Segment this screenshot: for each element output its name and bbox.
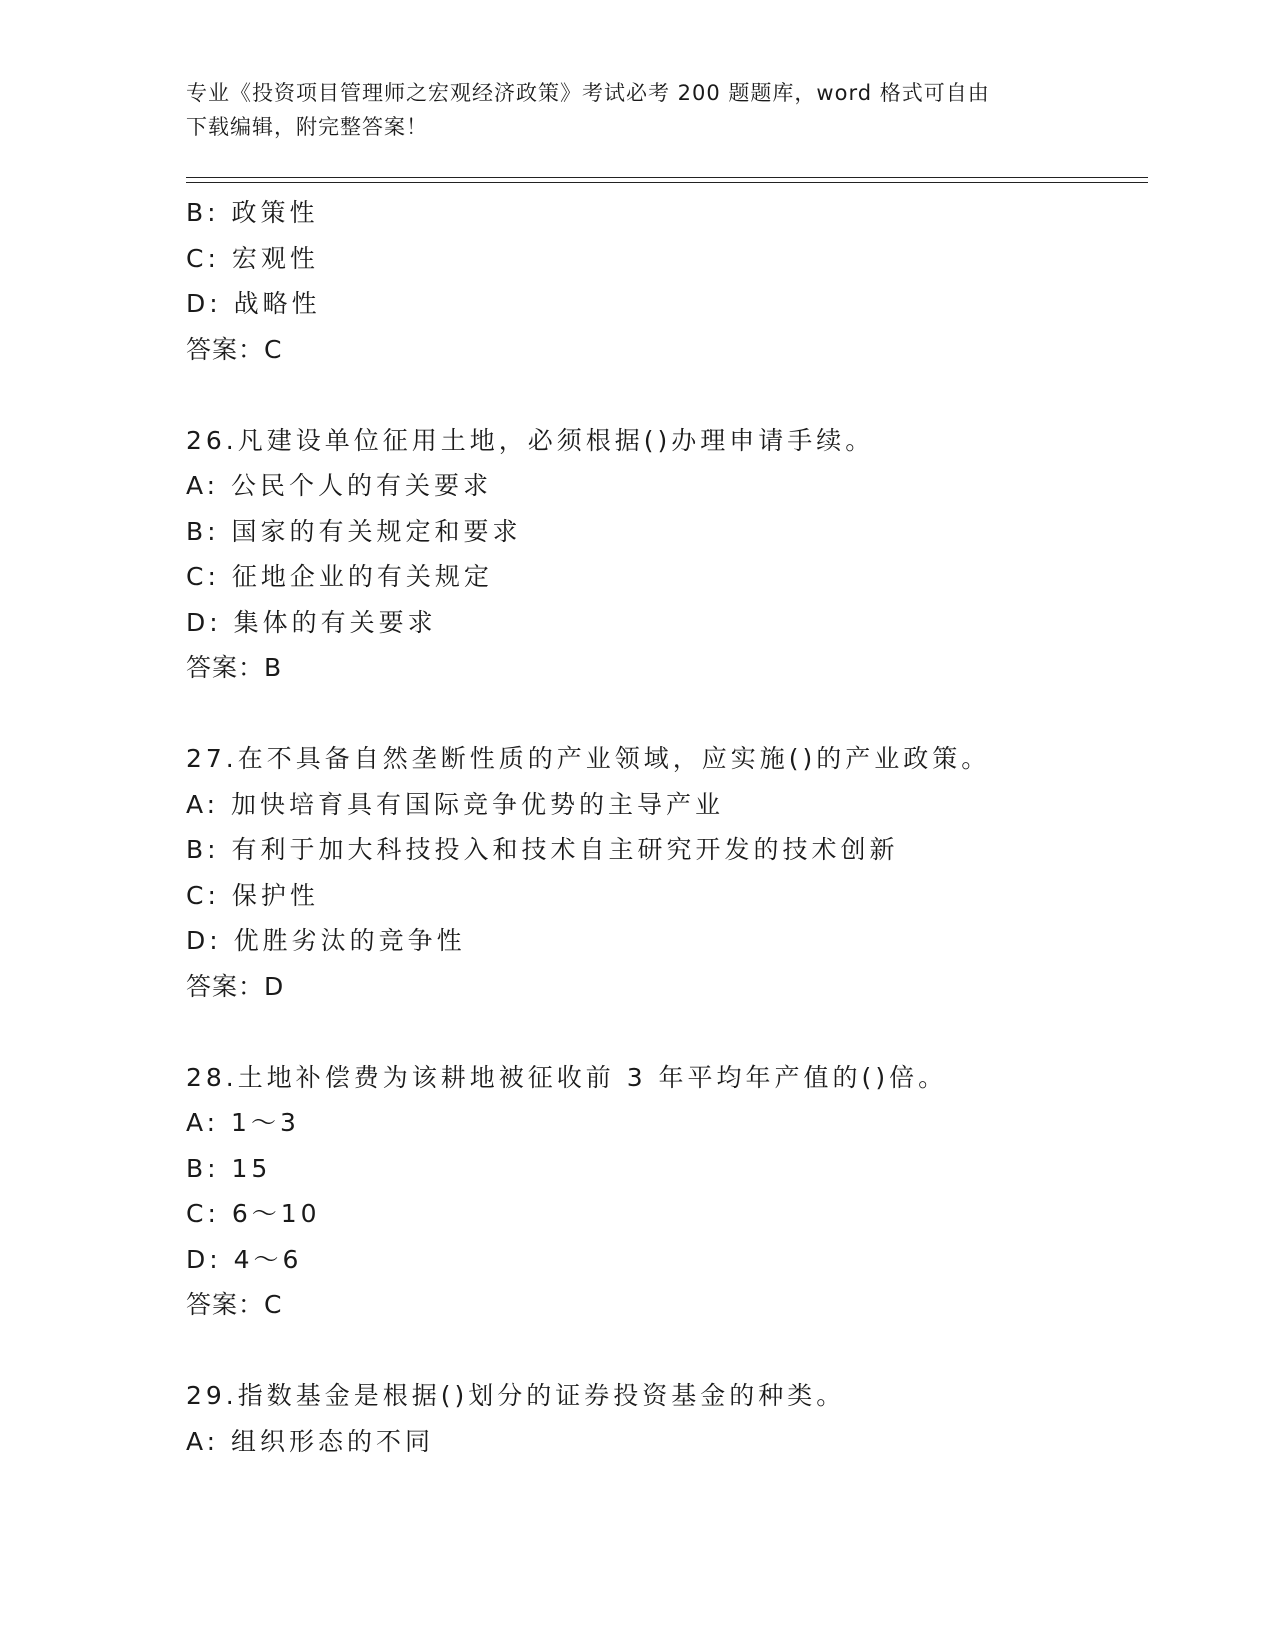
option-c: C: 保护性 [186,880,319,910]
header-divider-top [186,177,1148,178]
option-d: D: 集体的有关要求 [186,607,437,637]
option-b: B: 有利于加大科技投入和技术自主研究开发的技术创新 [186,835,899,864]
question-stem: 29.指数基金是根据()划分的证券投资基金的种类。 [186,1381,846,1410]
option-c: C: 6～10 [186,1199,321,1228]
option-b: B: 15 [186,1153,272,1183]
document-header [186,76,1086,144]
spacer [186,1009,1146,1055]
question-29 [186,1373,1146,1464]
option-d: D: 战略性 [186,289,321,318]
option-a: A: 组织形态的不同 [186,1426,435,1456]
question-stem: 26.凡建设单位征用土地，必须根据()办理申请手续。 [186,425,875,455]
answer: 答案：C [186,334,283,364]
option-c: C: 征地企业的有关规定 [186,562,493,591]
header-divider-bottom [186,182,1148,183]
document-body [186,190,1146,1464]
spacer [186,1328,1146,1374]
answer: 答案：D [186,971,285,1001]
question-25-continued [186,190,1146,372]
header-line-1: 专业《投资项目管理师之宏观经济政策》考试必考 200 题题库，word 格式可自由 [186,81,990,105]
option-d: D: 4～6 [186,1244,303,1274]
option-b: B: 国家的有关规定和要求 [186,516,522,546]
option-c: C: 宏观性 [186,243,319,273]
option-a: A: 公民个人的有关要求 [186,471,493,500]
question-26 [186,418,1146,691]
answer: 答案：C [186,1290,283,1319]
option-a: A: 1～3 [186,1108,300,1137]
question-stem: 28.土地补偿费为该耕地被征收前 3 年平均年产值的()倍。 [186,1062,948,1092]
spacer [186,691,1146,737]
answer: 答案：B [186,653,283,682]
header-line-2: 下载编辑，附完整答案！ [186,115,428,139]
question-27 [186,736,1146,1009]
option-b: B: 政策性 [186,198,319,227]
question-stem: 27.在不具备自然垄断性质的产业领域，应实施()的产业政策。 [186,744,991,773]
option-d: D: 优胜劣汰的竞争性 [186,926,466,955]
question-28 [186,1055,1146,1328]
spacer [186,372,1146,418]
option-a: A: 加快培育具有国际竞争优势的主导产业 [186,789,725,819]
